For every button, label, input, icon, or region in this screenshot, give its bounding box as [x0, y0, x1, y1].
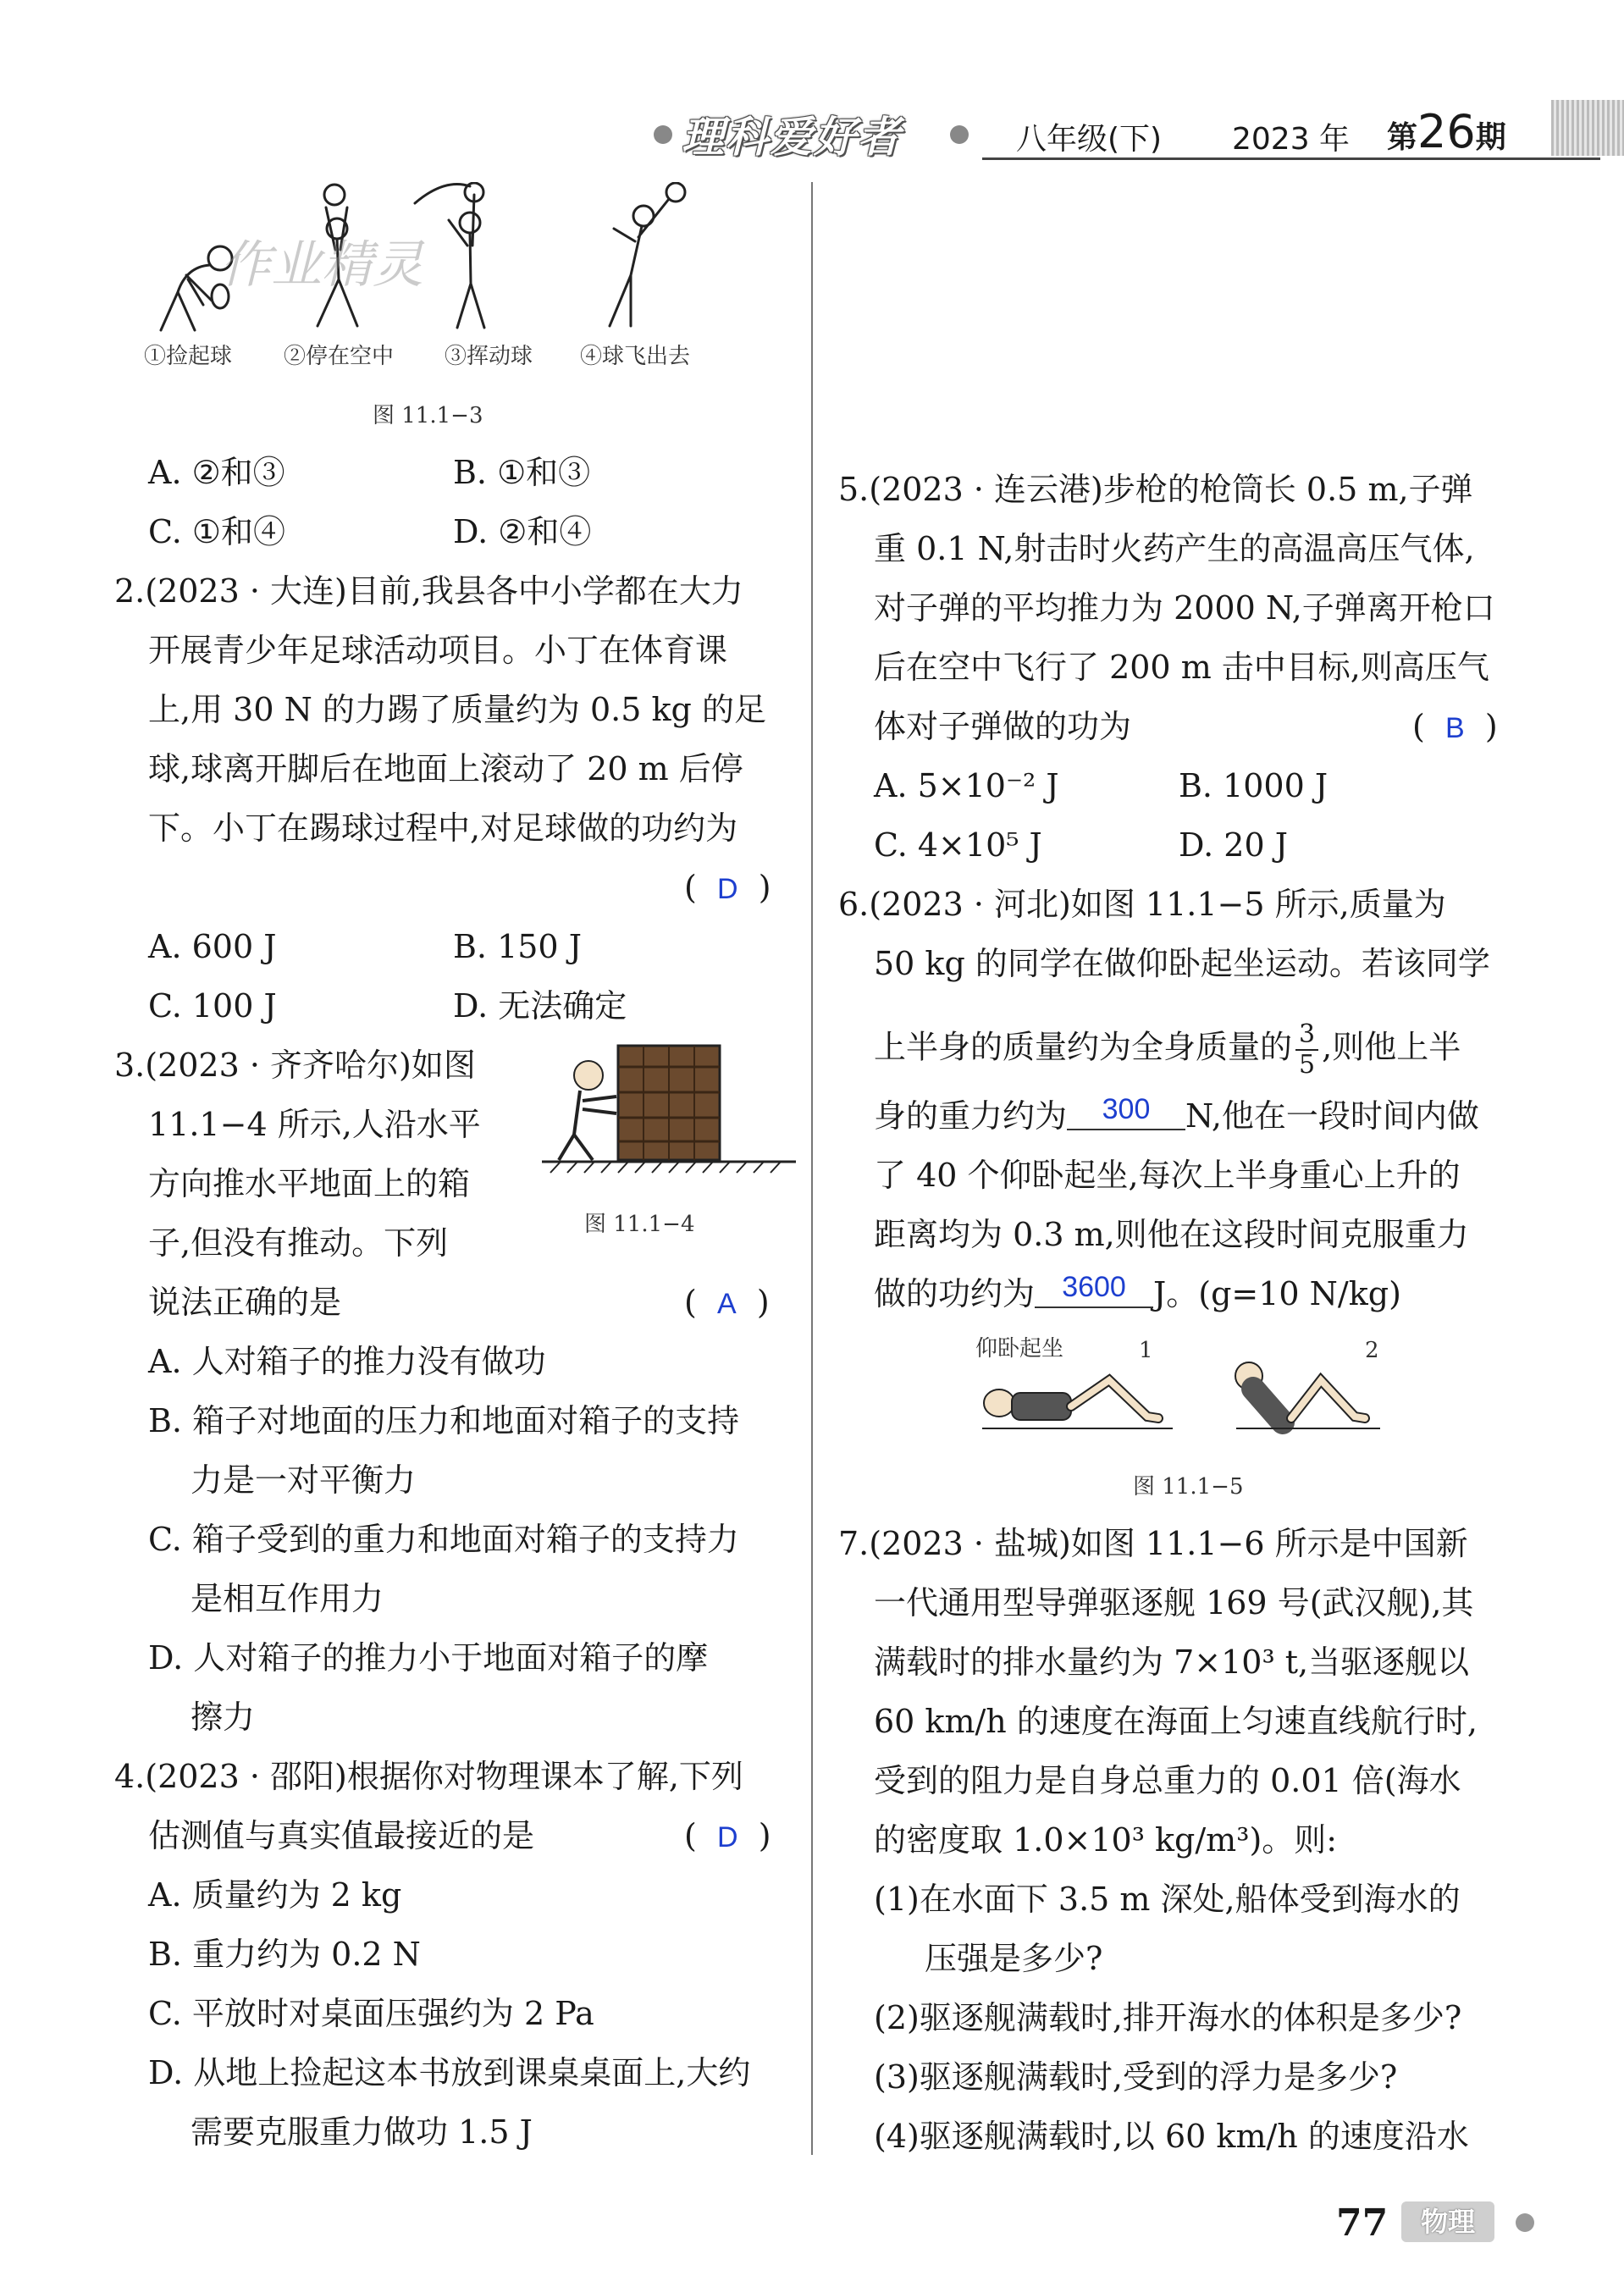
- q3-line-4: 子,但没有推动。下列: [148, 1224, 449, 1262]
- grade-label: 八年级(下): [1016, 122, 1163, 157]
- q6-line-6: 距离均为 0.3 m,则他在这段时间克服重力: [874, 1216, 1469, 1253]
- q6-line-5: 了 40 个仰卧起坐,每次上半身重心上升的: [874, 1157, 1461, 1194]
- fig4-caption: 图 11.1−4: [584, 1212, 695, 1237]
- q7-line-4: 60 km/h 的速度在海面上匀速直线航行时,: [874, 1703, 1478, 1740]
- q6-line-7: 做的功约为 3600 J。(g=10 N/kg): [874, 1274, 1401, 1317]
- q3-line-2: 11.1−4 所示,人沿水平: [148, 1106, 481, 1143]
- q5-line-5: 体对子弹做的功为: [874, 708, 1132, 745]
- q5-line-4: 后在空中飞行了 200 m 击中目标,则高压气: [874, 649, 1489, 686]
- footer-dot-icon: [1516, 2213, 1534, 2232]
- q3-line-5: 说法正确的是: [148, 1284, 342, 1321]
- q2-answer: ( D ): [684, 869, 771, 906]
- subject-label: 物理: [1420, 2206, 1475, 2238]
- header-bar: [644, 100, 1624, 168]
- column-divider: [811, 182, 813, 2155]
- situp-illustration: [965, 1351, 1406, 1444]
- q7-line-1: 7.(2023 · 盐城)如图 11.1−6 所示是中国新: [838, 1525, 1468, 1562]
- q7-sub-4: (4)驱逐舰满载时,以 60 km/h 的速度沿水: [874, 2118, 1469, 2155]
- q5-line-1: 5.(2023 · 连云港)步枪的枪筒长 0.5 m,子弹: [838, 471, 1473, 508]
- q4-line-2: 估测值与真实值最接近的是: [148, 1817, 535, 1854]
- bullet-left-icon: [654, 125, 672, 144]
- q2-line-1: 2.(2023 · 大连)目前,我县各中小学都在大力: [114, 572, 743, 610]
- q1-option-a: A. ②和③: [148, 454, 285, 491]
- q5-line-3: 对子弹的平均推力为 2000 N,子弹离开枪口: [874, 589, 1495, 627]
- q6-line-4: 身的重力约为 300 N,他在一段时间内做: [874, 1097, 1479, 1139]
- q6-line-3: 上半身的质量约为全身质量的 $\frac{3}{5}$ ,则他上半: [874, 1019, 1461, 1080]
- watermark: 作业精灵: [220, 235, 423, 295]
- q5-option-d: D. 20 J: [1179, 826, 1288, 864]
- q1-option-d: D. ②和④: [453, 513, 592, 550]
- fig3-caption: 图 11.1−3: [373, 403, 483, 428]
- q7-line-3: 满载时的排水量约为 7×10³ t,当驱逐舰以: [874, 1643, 1470, 1681]
- q7-line-6: 的密度取 1.0×10³ kg/m³)。则:: [874, 1821, 1338, 1859]
- q7-sub-1b: 压强是多少?: [925, 1940, 1103, 1977]
- q2-line-2: 开展青少年足球活动项目。小丁在体育课: [148, 632, 728, 669]
- q3-answer: ( A ): [684, 1284, 770, 1321]
- q4-option-c: C. 平放时对桌面压强约为 2 Pa: [148, 1995, 594, 2032]
- q6-fraction: $\frac{3}{5}$: [1295, 1020, 1318, 1080]
- fig5-num-2: 2: [1365, 1338, 1379, 1363]
- issue-label: 第26期: [1387, 105, 1506, 158]
- q7-sub-2: (2)驱逐舰满载时,排开海水的体积是多少?: [874, 1999, 1462, 2036]
- fig5-num-1: 1: [1139, 1338, 1153, 1363]
- q7-line-5: 受到的阻力是自身总重力的 0.01 倍(海水: [874, 1762, 1461, 1799]
- q1-option-c: C. ①和④: [148, 513, 285, 550]
- q3-line-1: 3.(2023 · 齐齐哈尔)如图: [114, 1047, 476, 1084]
- q1-option-b: B. ①和③: [453, 454, 591, 491]
- q3-option-b-2: 力是一对平衡力: [191, 1461, 417, 1499]
- q6-line-1: 6.(2023 · 河北)如图 11.1−5 所示,质量为: [838, 886, 1446, 923]
- page-number: 77: [1336, 2201, 1389, 2245]
- figure-11-1-4: [542, 1041, 796, 1177]
- q3-answer-value: A: [716, 1288, 737, 1320]
- q3-line-3: 方向推水平地面上的箱: [148, 1165, 471, 1202]
- header-corner-texture: [1551, 100, 1624, 156]
- q5-option-b: B. 1000 J: [1179, 767, 1328, 804]
- q7-sub-3: (3)驱逐舰满载时,受到的浮力是多少?: [874, 2058, 1398, 2096]
- q3-option-c-1: C. 箱子受到的重力和地面对箱子的支持力: [148, 1521, 739, 1558]
- fig3-label-3: ③挥动球: [445, 344, 533, 369]
- q2-option-a: A. 600 J: [148, 928, 277, 965]
- q3-option-d-2: 擦力: [191, 1699, 256, 1736]
- q3-option-b-1: B. 箱子对地面的压力和地面对箱子的支持: [148, 1402, 740, 1439]
- q6-blank-gravity[interactable]: 300: [1067, 1090, 1185, 1130]
- push-box-illustration: [542, 1041, 796, 1177]
- fig5-caption: 图 11.1−5: [1133, 1474, 1244, 1500]
- q2-option-d: D. 无法确定: [453, 987, 627, 1025]
- subject-badge: [1401, 2201, 1494, 2242]
- q7-line-2: 一代通用型导弹驱逐舰 169 号(武汉舰),其: [874, 1584, 1474, 1621]
- q6-blank-work[interactable]: 3600: [1035, 1268, 1153, 1308]
- q4-option-d-2: 需要克服重力做功 1.5 J: [191, 2113, 533, 2151]
- q2-option-c: C. 100 J: [148, 987, 277, 1025]
- q4-answer-value: D: [716, 1821, 738, 1853]
- q3-option-d-1: D. 人对箱子的推力小于地面对箱子的摩: [148, 1639, 709, 1677]
- q2-line-4: 球,球离开脚后在地面上滚动了 20 m 后停: [148, 750, 743, 787]
- q5-answer-value: B: [1444, 712, 1465, 744]
- q2-answer-value: D: [716, 873, 738, 905]
- brand-logo: 理科爱好者: [682, 113, 902, 162]
- bullet-right-icon: [950, 125, 969, 144]
- q4-option-a: A. 质量约为 2 kg: [148, 1876, 402, 1914]
- fig5-title: 仰卧起坐: [975, 1336, 1064, 1362]
- q5-option-c: C. 4×10⁵ J: [874, 826, 1042, 864]
- q2-line-3: 上,用 30 N 的力踢了质量约为 0.5 kg 的足: [148, 691, 766, 728]
- q4-line-1: 4.(2023 · 邵阳)根据你对物理课本了解,下列: [114, 1758, 743, 1795]
- fig3-label-2: ②停在空中: [284, 344, 395, 369]
- figure-11-1-3: [135, 182, 728, 351]
- q5-option-a: A. 5×10⁻² J: [874, 767, 1059, 804]
- q3-option-a: A. 人对箱子的推力没有做功: [148, 1343, 546, 1380]
- q2-option-b: B. 150 J: [453, 928, 582, 965]
- q5-line-2: 重 0.1 N,射击时火药产生的高温高压气体,: [874, 530, 1475, 567]
- q3-option-c-2: 是相互作用力: [191, 1580, 384, 1617]
- fig3-label-1: ①捡起球: [144, 344, 233, 369]
- figure-11-1-5: [965, 1351, 1406, 1444]
- q7-sub-1a: (1)在水面下 3.5 m 深处,船体受到海水的: [874, 1881, 1461, 1918]
- q5-answer: ( B ): [1412, 708, 1498, 745]
- q4-option-d-1: D. 从地上捡起这本书放到课桌桌面上,大约: [148, 2054, 751, 2091]
- q6-line-2: 50 kg 的同学在做仰卧起坐运动。若该同学: [874, 945, 1490, 982]
- q2-line-5: 下。小丁在踢球过程中,对足球做的功约为: [148, 809, 738, 847]
- q4-option-b: B. 重力约为 0.2 N: [148, 1936, 421, 1973]
- fig3-label-4: ④球飞出去: [580, 344, 691, 369]
- q4-answer: ( D ): [684, 1817, 771, 1854]
- year-label: 2023 年: [1232, 122, 1351, 157]
